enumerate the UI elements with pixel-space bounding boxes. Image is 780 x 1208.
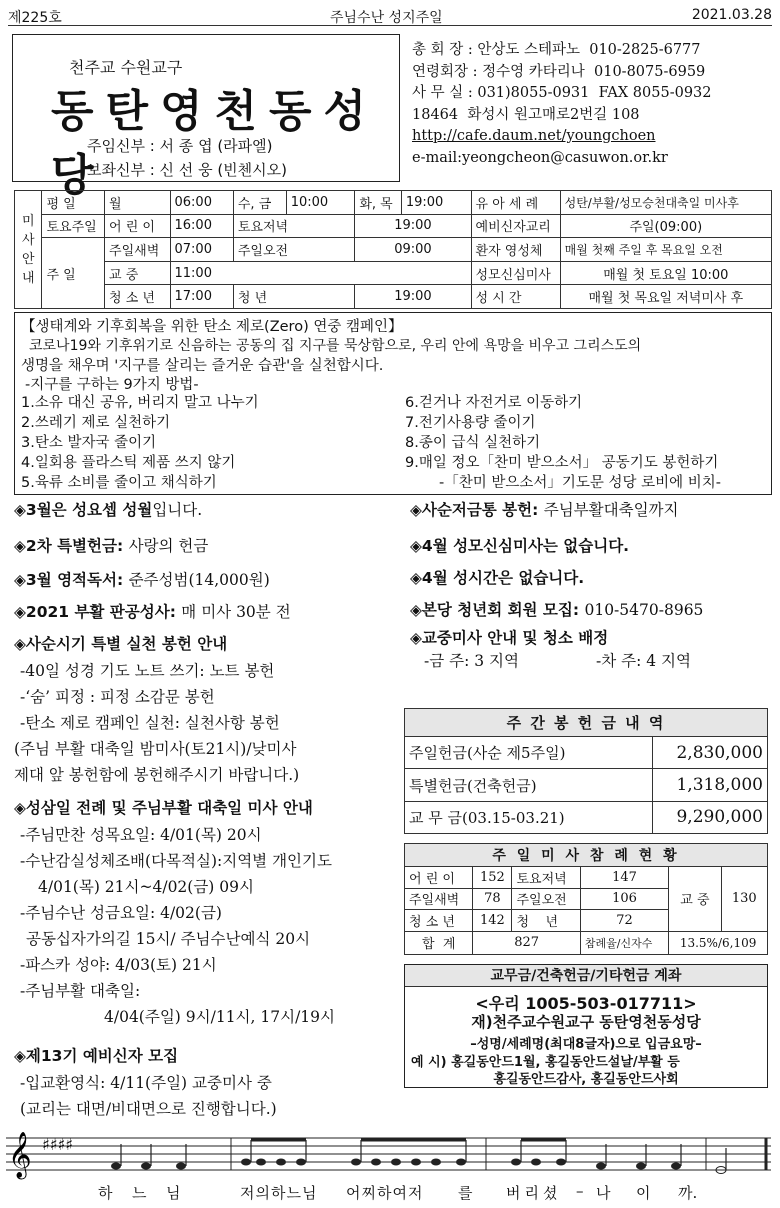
list-item: 4/01(목) 21시~4/02(금) 09시 bbox=[38, 878, 254, 896]
email-link[interactable]: e-mail:yeongcheon@casuwon.or.kr bbox=[412, 149, 668, 166]
offering-amount: 9,290,000 bbox=[653, 801, 768, 833]
campaign-list-right bbox=[405, 393, 721, 493]
cell: 827 bbox=[473, 931, 580, 955]
list-item: (주님 부활 대축일 밤미사(토21시)/낮미사 bbox=[14, 740, 297, 758]
notice-lead: ◈4월 성시간은 없습니다. bbox=[410, 569, 585, 587]
notice-lead: ◈3월 영적독서: bbox=[14, 571, 129, 589]
assistant-pastor: 보좌신부 : 신 선 웅 (빈첸시오) bbox=[87, 161, 287, 179]
cell: 106 bbox=[580, 888, 668, 909]
cell: 142 bbox=[473, 910, 512, 931]
deposit-example: 예 시) 홍길동안드1월, 홍길동안드설날/부활 등 bbox=[411, 1055, 680, 1070]
cell: 06:00 bbox=[170, 191, 233, 215]
cell: 예비신자교리 bbox=[471, 214, 560, 238]
offering-amount: 2,830,000 bbox=[653, 737, 768, 769]
mass-schedule-table bbox=[14, 190, 772, 309]
list-item: 4.일회용 플라스틱 제품 쓰지 않기 bbox=[21, 455, 236, 471]
list-item: -40일 성경 기도 노트 쓰기: 노트 봉헌 bbox=[20, 662, 275, 680]
right-notices bbox=[410, 498, 775, 668]
cell: 청 년 bbox=[512, 910, 580, 931]
cell: 19:00 bbox=[355, 285, 471, 309]
music-staff bbox=[6, 1126, 776, 1184]
offering-label: 주일헌금(사순 제5주일) bbox=[405, 737, 653, 769]
contact-office: 사 무 실 : 031)8055-0931 FAX 8055-0932 bbox=[412, 85, 712, 101]
list-item: 4/04(주일) 9시/11시, 17시/19시 bbox=[104, 1008, 335, 1026]
campaign-intro: 코로나19와 기후위기로 신음하는 공동의 집 지구를 묵상함으로, 우리 안에 욕망을 비우고 그리스도의 bbox=[29, 338, 642, 354]
parish-name: 동탄영천동성당 bbox=[51, 86, 379, 201]
list-item: 2.쓰레기 제로 실천하기 bbox=[21, 415, 171, 431]
notice-lead: ◈4월 성모신심미사는 없습니다. bbox=[410, 537, 630, 555]
lyric: 이 bbox=[636, 1184, 651, 1202]
next-week-zone: -차 주: 4 지역 bbox=[596, 652, 691, 670]
lyric: 나 bbox=[596, 1184, 611, 1202]
cell: 어 린 이 bbox=[405, 867, 473, 888]
this-week-zone: -금 주: 3 지역 bbox=[424, 652, 519, 670]
cell: 152 bbox=[473, 867, 512, 888]
notice-text: 매 미사 30분 전 bbox=[181, 603, 291, 621]
notice-lead: ◈본당 청년회 회원 모집: bbox=[410, 601, 585, 619]
cell: 어 린 이 bbox=[105, 214, 170, 238]
liturgical-day: 주님수난 성지주일 bbox=[330, 10, 443, 26]
offering-amount: 1,318,000 bbox=[653, 769, 768, 801]
triduum-list bbox=[20, 822, 335, 1030]
key-signature: ♯♯♯♯ bbox=[42, 1135, 73, 1154]
cell: 16:00 bbox=[170, 214, 233, 238]
lent-offering-heading: ◈사순시기 특별 실천 봉헌 안내 bbox=[14, 635, 228, 653]
lyric: 님 bbox=[166, 1184, 181, 1202]
lyric: 느 bbox=[132, 1184, 147, 1202]
list-item: 7.전기사용량 줄이기 bbox=[405, 415, 536, 431]
cell: 매월 첫 목요일 저녁미사 후 bbox=[560, 285, 771, 309]
deposit-rule: –성명/세례명(최대8글자)으로 입금요망– bbox=[470, 1037, 702, 1052]
cell: 교 중 bbox=[669, 867, 721, 931]
cell: 매월 첫 토요일 10:00 bbox=[560, 261, 771, 285]
attendance-title: 주 일 미 사 참 례 현 황 bbox=[405, 844, 768, 867]
cell: 수, 금 bbox=[233, 191, 286, 215]
carbon-zero-campaign bbox=[14, 312, 772, 495]
list-item: 1.소유 대신 공유, 버리지 말고 나누기 bbox=[21, 395, 259, 411]
cell: 147 bbox=[580, 867, 668, 888]
cell: 주일오전 bbox=[233, 238, 354, 262]
notice-lead: ◈2차 특별헌금: bbox=[14, 537, 129, 555]
pastor: 주임신부 : 서 종 엽 (라파엘) bbox=[87, 137, 273, 155]
cell: 13.5%/6,109 bbox=[669, 931, 768, 955]
notes bbox=[111, 1159, 726, 1174]
list-item: -파스카 성야: 4/03(토) 21시 bbox=[20, 956, 217, 974]
contact-address: 18464 화성시 원고매로2번길 108 bbox=[412, 106, 640, 123]
list-item: 8.종이 급식 실천하기 bbox=[405, 435, 541, 451]
campaign-intro: 생명을 채우며 '지구를 살리는 즐거운 습관'을 실천합시다. bbox=[21, 358, 384, 374]
cell: 09:00 bbox=[355, 238, 471, 262]
bank-account-box bbox=[404, 964, 768, 1088]
cafe-link[interactable]: http://cafe.daum.net/youngchoen bbox=[412, 128, 656, 144]
offering-label: 교 무 금(03.15-03.21) bbox=[405, 801, 653, 833]
cell: 주 일 bbox=[42, 238, 105, 309]
list-item: -‘숨’ 피정 : 피정 소감문 봉헌 bbox=[20, 688, 215, 706]
catechumen-heading: ◈제13기 예비신자 모집 bbox=[14, 1047, 179, 1065]
notice-text: 주님부활대축일까지 bbox=[543, 501, 679, 519]
list-item: -탄소 제로 캠페인 실천: 실천사항 봉헌 bbox=[20, 714, 280, 732]
list-item: 제대 앞 봉헌함에 봉헌해주시기 바랍니다.) bbox=[14, 766, 300, 784]
mass-attendance-table bbox=[404, 843, 768, 955]
cell: 78 bbox=[473, 888, 512, 909]
cell: 성탄/부활/성모승천대축일 미사후 bbox=[560, 191, 771, 215]
cell: 청 소 년 bbox=[105, 285, 170, 309]
lyric: 를 bbox=[458, 1184, 473, 1202]
contact-funeral: 연령회장 : 정수영 카타리나 010-8075-6959 bbox=[412, 63, 706, 80]
page-header bbox=[8, 4, 772, 26]
cell: 토요주일 bbox=[42, 214, 105, 238]
weekday-label: 평 일 bbox=[42, 191, 105, 215]
notice-text: 010-5470-8965 bbox=[584, 601, 704, 619]
cell: 토요저녁 bbox=[512, 867, 580, 888]
weekly-offering-table bbox=[404, 708, 768, 834]
cell: 토요저녁 bbox=[233, 214, 354, 238]
cell: 성모신심미사 bbox=[471, 261, 560, 285]
cleaning-heading: ◈교중미사 안내 및 청소 배정 bbox=[410, 629, 609, 647]
list-item: 5.육류 소비를 줄이고 채식하기 bbox=[21, 475, 217, 491]
triduum-heading: ◈성삼일 전례 및 주님부활 대축일 미사 안내 bbox=[14, 799, 313, 817]
list-item: 3.탄소 발자국 줄이기 bbox=[21, 435, 157, 451]
list-item: -수난감실성체조배(다목적실):지역별 개인기도 bbox=[20, 852, 332, 870]
cell: 참례율/신자수 bbox=[580, 931, 668, 955]
cell: 주일새벽 bbox=[405, 888, 473, 909]
issue-date: 2021.03.28 bbox=[691, 7, 772, 23]
offering-title: 주 간 봉 헌 금 내 역 bbox=[405, 709, 768, 737]
cell: 17:00 bbox=[170, 285, 233, 309]
catechumen-list bbox=[20, 1070, 277, 1122]
list-item: 공동십자가의길 15시/ 주님수난예식 20시 bbox=[26, 930, 311, 948]
lyric: 까. bbox=[678, 1184, 698, 1202]
hymn-lyrics bbox=[6, 1182, 776, 1202]
issue-number: 제225호 bbox=[8, 10, 62, 26]
cell: 화, 목 bbox=[355, 191, 401, 215]
notice-text: 사랑의 헌금 bbox=[128, 537, 209, 555]
notice-text: 입니다. bbox=[152, 501, 203, 519]
contact-president: 총 회 장 : 안상도 스테파노 010-2825-6777 bbox=[412, 42, 701, 58]
list-item: 6.걷거나 자전거로 이동하기 bbox=[405, 395, 583, 411]
lent-offering-list bbox=[14, 658, 300, 788]
lyric: 저의하느님 bbox=[240, 1184, 318, 1202]
cell: 합 계 bbox=[405, 931, 473, 955]
list-item: -「찬미 받으소서」기도문 성당 로비에 비치- bbox=[439, 475, 722, 491]
cell: 주일새벽 bbox=[105, 238, 170, 262]
cell: 유 아 세 례 bbox=[471, 191, 560, 215]
list-item: 9.매일 정오「찬미 받으소서」 공동기도 봉헌하기 bbox=[405, 455, 719, 471]
lyric: – bbox=[576, 1182, 584, 1200]
lyric: 하 bbox=[98, 1184, 113, 1202]
diocese: 천주교 수원교구 bbox=[69, 58, 183, 77]
mass-info-label: 미사안내 bbox=[15, 191, 42, 309]
list-item: -주님만찬 성목요일: 4/01(목) 20시 bbox=[20, 826, 262, 844]
cell: 11:00 bbox=[170, 261, 471, 285]
cell: 주일(09:00) bbox=[560, 214, 771, 238]
account-title: 교무금/건축헌금/기타헌금 계좌 bbox=[405, 965, 767, 987]
account-holder: 재)천주교수원교구 동탄영천동성당 bbox=[471, 1013, 701, 1031]
campaign-list-left bbox=[21, 393, 259, 493]
cell: 주일오전 bbox=[512, 888, 580, 909]
cell: 환자 영성체 bbox=[471, 238, 560, 262]
notice-lead: ◈3월은 bbox=[14, 501, 73, 519]
list-item: -입교환영식: 4/11(주일) 교중미사 중 bbox=[20, 1074, 272, 1092]
deposit-example: 홍길동안드감사, 홍길동안드사회 bbox=[493, 1072, 679, 1087]
notice-text: 준주성범(14,000원) bbox=[128, 571, 270, 589]
cell: 130 bbox=[721, 867, 767, 931]
cell: 청 년 bbox=[233, 285, 354, 309]
cell: 매월 첫째 주일 후 목요일 오전 bbox=[560, 238, 771, 262]
lyric: 버리셨 bbox=[506, 1184, 562, 1202]
cell: 19:00 bbox=[401, 191, 471, 215]
campaign-title: 【생태계와 기후회복을 위한 탄소 제로(Zero) 연중 캠페인】 bbox=[21, 319, 403, 335]
cell: 72 bbox=[580, 910, 668, 931]
left-notices bbox=[14, 498, 399, 1118]
cell: 07:00 bbox=[170, 238, 233, 262]
cell: 성 시 간 bbox=[471, 285, 560, 309]
cell: 교 중 bbox=[105, 261, 170, 285]
list-item: -주님수난 성금요일: 4/02(금) bbox=[20, 904, 222, 922]
parish-title-box bbox=[12, 34, 400, 201]
campaign-subtitle: -지구를 구하는 9가지 방법- bbox=[25, 377, 199, 393]
cell: 월 bbox=[105, 191, 170, 215]
list-item: (교리는 대면/비대면으로 진행합니다.) bbox=[20, 1100, 277, 1118]
lyric: 어찌하여저 bbox=[346, 1184, 424, 1202]
notice-lead: ◈사순저금통 봉헌: bbox=[410, 501, 544, 519]
cell: 10:00 bbox=[286, 191, 355, 215]
hymn-score bbox=[6, 1126, 776, 1206]
offering-label: 특별헌금(건축헌금) bbox=[405, 769, 653, 801]
parish-contacts bbox=[412, 40, 772, 169]
notice-highlight: 성요셉 성월 bbox=[72, 501, 153, 519]
notice-lead: ◈2021 부활 판공성사: bbox=[14, 603, 182, 621]
list-item: -주님부활 대축일: bbox=[20, 982, 141, 1000]
account-number: <우리 1005-503-017711> bbox=[475, 994, 697, 1013]
cell: 19:00 bbox=[355, 214, 471, 238]
treble-clef-icon: 𝄞 bbox=[8, 1132, 32, 1178]
cell: 청 소 년 bbox=[405, 910, 473, 931]
